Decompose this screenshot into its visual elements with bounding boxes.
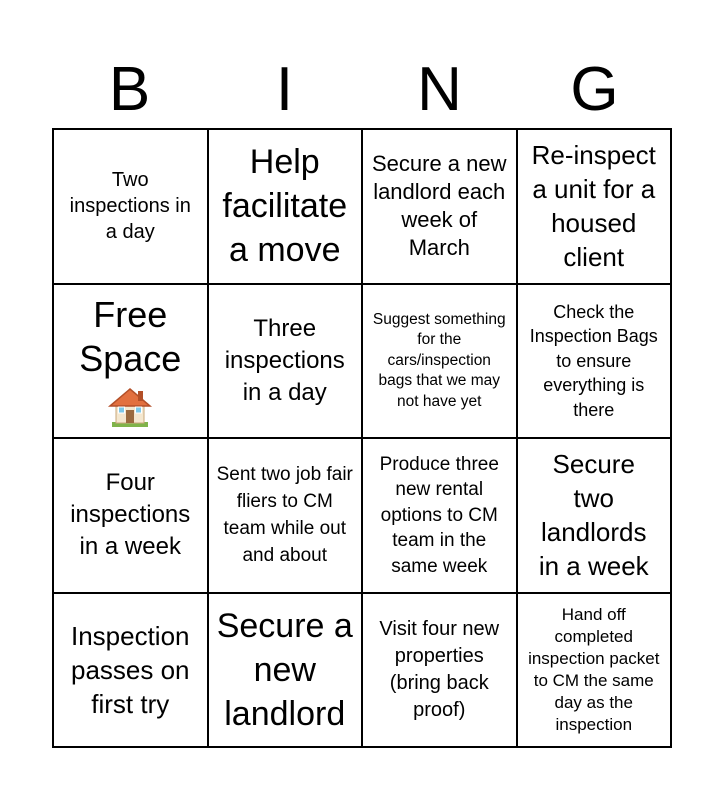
bingo-header bbox=[52, 52, 672, 128]
bingo-cell-text: Secure two landlords in a week bbox=[538, 449, 649, 582]
bingo-cell-text: Produce three new rental options to CM team in the same week bbox=[379, 453, 499, 577]
bingo-cell-text: Secure a new landlord each week of March bbox=[371, 151, 507, 261]
bingo-cell-text: Re-inspect a unit for a housed client bbox=[531, 140, 656, 273]
bingo-cell-text: Secure a new landlord bbox=[216, 606, 353, 733]
bingo-cell[interactable] bbox=[363, 594, 518, 749]
house-icon bbox=[107, 385, 153, 429]
bingo-cell-text: Sent two job fair fliers to CM team while out and about bbox=[216, 464, 353, 567]
bingo-cell-text: Inspection passes on first try bbox=[70, 620, 190, 719]
bingo-cell[interactable] bbox=[518, 130, 673, 285]
bingo-cell[interactable] bbox=[54, 130, 209, 285]
header-letter-i: I bbox=[275, 55, 294, 124]
header-letter-n: N bbox=[417, 55, 462, 124]
bingo-cell[interactable] bbox=[209, 439, 364, 594]
bingo-cell-text: Help facilitate a move bbox=[222, 143, 348, 270]
bingo-cell-text: Check the Inspection Bags to ensure everything is there bbox=[529, 301, 658, 420]
bingo-cell[interactable] bbox=[363, 439, 518, 594]
bingo-card-grid bbox=[52, 128, 672, 748]
bingo-cell[interactable] bbox=[209, 130, 364, 285]
bingo-cell-text: Free Space bbox=[79, 293, 182, 379]
bingo-cell-text: Four inspections in a week bbox=[70, 469, 191, 561]
bingo-cell[interactable] bbox=[363, 285, 518, 440]
bingo-cell[interactable] bbox=[518, 439, 673, 594]
bingo-cell-text: Three inspections in a day bbox=[224, 314, 345, 406]
bingo-cell[interactable] bbox=[518, 285, 673, 440]
bingo-cell-text: Two inspections in a day bbox=[69, 169, 191, 244]
bingo-cell[interactable] bbox=[363, 130, 518, 285]
bingo-cell[interactable] bbox=[54, 594, 209, 749]
bingo-cell[interactable] bbox=[54, 439, 209, 594]
bingo-cell-text: Visit four new properties (bring back proof) bbox=[379, 617, 500, 721]
header-letter-g: G bbox=[570, 55, 619, 124]
bingo-cell-text: Suggest something for the cars/inspection bags that we may not have yet bbox=[372, 310, 506, 410]
bingo-cell[interactable] bbox=[209, 285, 364, 440]
bingo-cell[interactable] bbox=[209, 594, 364, 749]
bingo-cell[interactable] bbox=[518, 594, 673, 749]
bingo-cell-text: Hand off completed inspection packet to CM the same day as the inspection bbox=[528, 604, 660, 734]
header-letter-b: B bbox=[108, 55, 151, 124]
free-space-cell[interactable] bbox=[54, 285, 209, 440]
